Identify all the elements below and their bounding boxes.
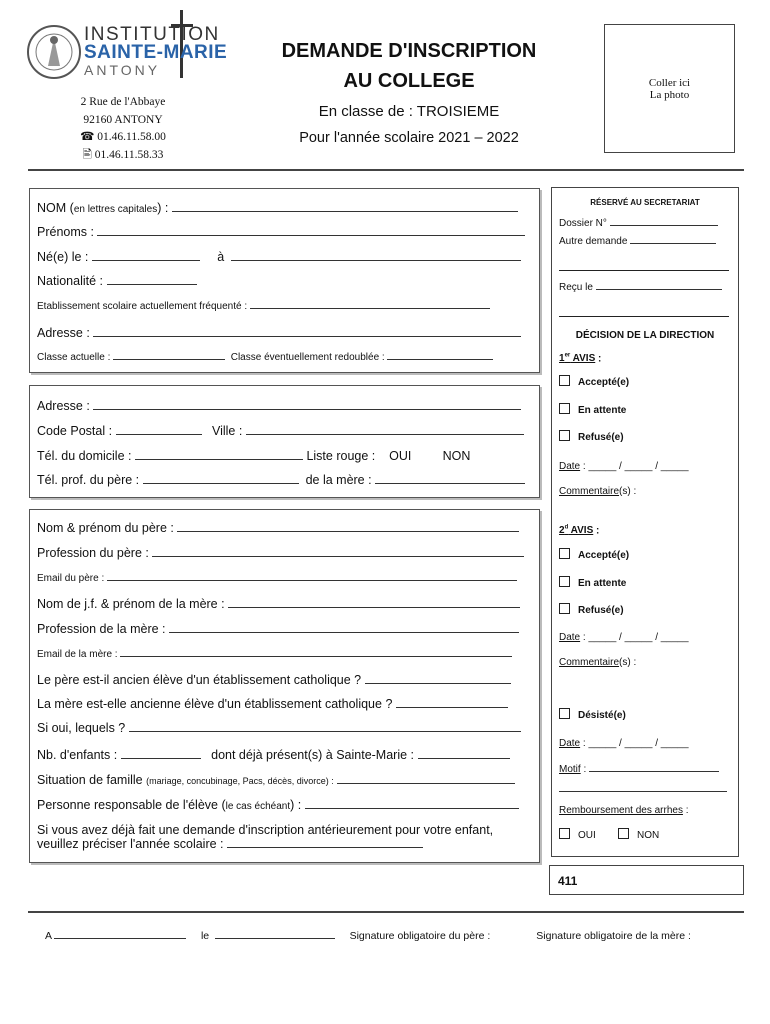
remboursement-options[interactable]: [559, 828, 659, 841]
refuse-checkbox[interactable]: [559, 430, 570, 441]
avis2-label: 2$^d$ AVIS :: [559, 525, 600, 537]
demande-line2: veuillez préciser l'année scolaire :: [37, 837, 224, 851]
adresse-label: Adresse :: [37, 399, 90, 413]
avis2-commentaire[interactable]: [559, 657, 636, 668]
a-label: à: [217, 250, 225, 264]
footer-le-field[interactable]: [215, 930, 335, 939]
oui-label: OUI: [578, 830, 596, 841]
avis1-label: 1er AVIS :: [559, 353, 602, 365]
signature-pere-label: Signature obligatoire du père :: [349, 930, 491, 942]
liste-rouge-oui[interactable]: OUI: [389, 449, 412, 463]
sec-divider-2: [559, 316, 729, 317]
photo-line2: La photo: [649, 89, 690, 101]
field-tel-pere[interactable]: [37, 473, 525, 487]
non-checkbox[interactable]: [618, 828, 629, 839]
mere-ancienne-label: La mère est-elle ancienne élève d'un établissement catholique ?: [37, 697, 393, 711]
prenoms-label: Prénoms :: [37, 225, 94, 239]
ville-label: Ville :: [211, 424, 243, 438]
field-responsable[interactable]: [37, 798, 519, 812]
photo-line1: Coller ici: [648, 77, 691, 89]
tel-mere-label: de la mère :: [305, 473, 372, 487]
date-format: : _____ / _____ / _____: [582, 461, 689, 472]
accepte-label: Accepté(e): [578, 377, 630, 388]
nom-label: NOM (: [37, 201, 74, 215]
email-pere-label: Email du père :: [37, 573, 105, 584]
autre-demande-label: Autre demande: [559, 236, 628, 247]
liste-rouge-label: Liste rouge :: [306, 449, 376, 463]
footer-signatures: [45, 930, 691, 942]
tel-domicile-label: Tél. du domicile :: [37, 449, 132, 463]
field-etablissement[interactable]: [37, 300, 490, 312]
nom-pere-label: Nom & prénom du père :: [37, 521, 174, 535]
avis2-date[interactable]: [559, 632, 689, 643]
avis1-date[interactable]: [559, 461, 689, 472]
field-nom-pere[interactable]: [37, 521, 519, 535]
nom-small: en lettres capitales: [73, 204, 158, 215]
refuse-checkbox[interactable]: [559, 603, 570, 614]
sec-divider-1: [559, 270, 729, 271]
field-mere-ancienne[interactable]: [37, 697, 508, 711]
field-demande-anterieure[interactable]: [37, 823, 493, 851]
motif-line-2: [559, 791, 727, 792]
logo-line1: INSTITUTION: [84, 24, 220, 45]
field-nationalite[interactable]: [37, 274, 197, 288]
field-prenoms[interactable]: [37, 225, 525, 239]
date-label: Date: [559, 738, 581, 749]
recu-label: Reçu le: [559, 282, 593, 293]
responsable-small: le cas échéant: [225, 801, 291, 812]
field-motif[interactable]: Motif :: [559, 763, 719, 775]
oui-checkbox[interactable]: [559, 828, 570, 839]
field-pere-ancien[interactable]: [37, 673, 511, 687]
address-phone: ☎ 01.46.11.58.00: [80, 131, 166, 143]
field-situation[interactable]: [37, 773, 515, 787]
field-lesquels[interactable]: [37, 721, 521, 735]
school-address: [58, 94, 188, 164]
footer-a-label: A: [45, 930, 52, 942]
demande-line1: Si vous avez déjà fait une demande d'inscription antérieurement pour votre enfant,: [37, 823, 494, 837]
address-city: 92160 ANTONY: [83, 113, 163, 126]
commentaire-end: (s) :: [619, 657, 637, 668]
date-label: Date: [559, 461, 581, 472]
field-code-postal[interactable]: [37, 424, 524, 438]
bottom-divider: [28, 911, 744, 913]
photo-box: [604, 24, 735, 153]
desiste-checkbox[interactable]: [559, 708, 570, 719]
avis2-accepte[interactable]: [559, 548, 629, 561]
field-profession-pere[interactable]: [37, 546, 524, 560]
field-classe[interactable]: [37, 351, 493, 363]
classe-actuelle-label: Classe actuelle :: [37, 352, 111, 363]
non-label: NON: [637, 830, 660, 841]
avis1-commentaire[interactable]: [559, 486, 636, 497]
field-autre-demande[interactable]: [559, 235, 716, 247]
responsable-end: ) :: [290, 798, 302, 812]
footer-a-field[interactable]: [54, 930, 186, 939]
logo: [26, 10, 241, 80]
decision-title: DÉCISION DE LA DIRECTION: [575, 330, 715, 341]
attente-checkbox[interactable]: [559, 576, 570, 587]
field-email-mere[interactable]: [37, 648, 512, 660]
avis2-refuse[interactable]: [559, 603, 624, 616]
title-classe: En classe de : TROISIEME: [318, 103, 500, 120]
nationalite-label: Nationalité :: [37, 274, 104, 288]
deja-present-label: dont déjà présent(s) à Sainte-Marie :: [211, 748, 415, 762]
field-email-pere[interactable]: [37, 572, 517, 584]
attente-label: En attente: [578, 405, 627, 416]
title-line2: AU COLLEGE: [343, 70, 475, 92]
profession-pere-label: Profession du père :: [37, 546, 149, 560]
attente-checkbox[interactable]: [559, 403, 570, 414]
refuse-label: Refusé(e): [578, 605, 624, 616]
dossier-label: Dossier N°: [559, 218, 607, 229]
field-adresse[interactable]: [37, 399, 521, 413]
field-adresse-eleve[interactable]: [37, 326, 521, 340]
code-postal-label: Code Postal :: [37, 424, 113, 438]
accepte-checkbox[interactable]: [559, 548, 570, 559]
form-number: 411: [558, 874, 578, 888]
date-format: : _____ / _____ / _____: [582, 738, 689, 749]
secretariat-title: RÉSERVÉ AU SECRETARIAT: [590, 198, 700, 207]
address-fax: 🖹 01.46.11.58.33: [82, 148, 164, 161]
logo-line2: SAINTE-MARIE: [84, 42, 228, 63]
pere-ancien-label: Le père est-il ancien élève d'un établissement catholique ?: [37, 673, 362, 687]
lesquels-label: Si oui, lequels ?: [37, 721, 126, 735]
signature-mere-label: Signature obligatoire de la mère :: [536, 930, 691, 942]
ne-le-label: Né(e) le :: [37, 250, 89, 264]
logo-line3: ANTONY: [84, 62, 161, 78]
accepte-checkbox[interactable]: [559, 375, 570, 386]
desiste[interactable]: [559, 708, 626, 721]
commentaire-label: Commentaire: [559, 657, 620, 668]
nom-mere-label: Nom de j.f. & prénom de la mère :: [37, 597, 225, 611]
situation-small: (mariage, concubinage, Pacs, décès, divorce) :: [146, 776, 334, 786]
desiste-label: Désisté(e): [578, 710, 626, 721]
attente-label: En attente: [578, 578, 627, 589]
email-mere-label: Email de la mère :: [37, 649, 118, 660]
field-tel-domicile[interactable]: [37, 449, 470, 463]
motif-label: Motif: [559, 764, 581, 775]
tel-pere-label: Tél. prof. du père :: [37, 473, 140, 487]
field-profession-mere[interactable]: [37, 622, 519, 636]
nom-end: ) :: [157, 201, 169, 215]
title-annee: Pour l'année scolaire 2021 – 2022: [299, 130, 519, 146]
footer-le-label: le: [200, 930, 210, 942]
classe-redoublee-label: Classe éventuellement redoublée :: [230, 352, 385, 363]
avis1-accepte[interactable]: [559, 375, 629, 388]
desiste-date[interactable]: [559, 738, 689, 749]
nb-enfants-label: Nb. d'enfants :: [37, 748, 118, 762]
field-nom[interactable]: [37, 201, 518, 215]
situation-label: Situation de famille: [37, 773, 143, 787]
field-dossier[interactable]: [559, 217, 718, 229]
field-nb-enfants[interactable]: [37, 748, 510, 762]
remboursement-text: Remboursement des arrhes: [559, 805, 683, 816]
liste-rouge-non[interactable]: NON: [442, 449, 471, 463]
adresse-eleve-label: Adresse :: [37, 326, 90, 340]
date-format: : _____ / _____ / _____: [582, 632, 689, 643]
commentaire-label: Commentaire: [559, 486, 620, 497]
accepte-label: Accepté(e): [578, 550, 630, 561]
field-nom-mere[interactable]: [37, 597, 520, 611]
field-ne-le[interactable]: [37, 250, 521, 264]
address-street: 2 Rue de l'Abbaye: [80, 96, 166, 108]
form-number-box: [549, 865, 744, 895]
remboursement-label: Remboursement des arrhes :: [559, 805, 689, 816]
avis1-refuse[interactable]: [559, 430, 624, 443]
field-recu-le[interactable]: [559, 281, 722, 293]
avis1-attente[interactable]: [559, 403, 626, 416]
etablissement-label: Etablissement scolaire actuellement fréquenté :: [37, 301, 248, 312]
title-line1: DEMANDE D'INSCRIPTION: [281, 40, 537, 62]
profession-mere-label: Profession de la mère :: [37, 622, 166, 636]
top-divider: [28, 169, 744, 171]
form-title: [250, 40, 568, 146]
date-label: Date: [559, 632, 581, 643]
avis2-attente[interactable]: [559, 576, 626, 589]
responsable-label: Personne responsable de l'élève (: [37, 798, 226, 812]
refuse-label: Refusé(e): [578, 432, 624, 443]
institution-seal-icon: [26, 24, 82, 80]
commentaire-end: (s) :: [619, 486, 637, 497]
